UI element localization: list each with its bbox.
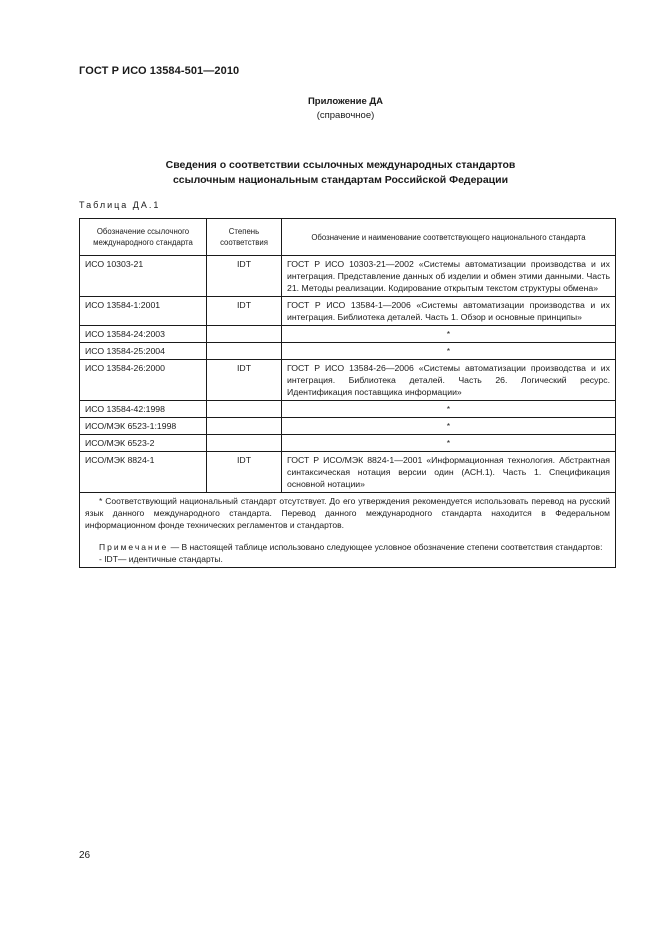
column-header-degree: Степень соответствия xyxy=(207,219,282,256)
table-footer-row xyxy=(80,493,616,568)
column-header-national: Обозначение и наименование соответствующего национального стандарта xyxy=(282,219,616,256)
cell-degree xyxy=(207,435,282,452)
cell-national: ГОСТ Р ИСО/МЭК 8824-1—2001 «Информационная технология. Абстрактная синтаксическая нотация версии один (АСН.1). Часть 1. Спецификация основной нотации» xyxy=(282,452,616,493)
cell-standard: ИСО/МЭК 6523-2 xyxy=(80,435,207,452)
cell-standard: ИСО/МЭК 6523-1:1998 xyxy=(80,418,207,435)
note-label: Примечание xyxy=(99,542,169,552)
cell-degree: IDT xyxy=(207,452,282,493)
table-row xyxy=(80,452,616,493)
cell-standard: ИСО 13584-24:2003 xyxy=(80,326,207,343)
standards-table xyxy=(79,218,616,568)
table-row xyxy=(80,435,616,452)
appendix-heading xyxy=(0,95,661,123)
table-label: Таблица ДА.1 xyxy=(79,200,161,210)
footnote-text: * Соответствующий национальный стандарт отсутствует. До его утверждения рекомендуется использовать перевод на русский язык данного международного стандарта. Перевод данного международного стандарта находится в Федеральном информационном фонде технических регламентов и стандартов. xyxy=(85,496,610,530)
cell-standard: ИСО 13584-42:1998 xyxy=(80,401,207,418)
table-row xyxy=(80,297,616,326)
note-paragraph xyxy=(85,541,610,553)
cell-standard: ИСО 13584-26:2000 xyxy=(80,360,207,401)
cell-national: * xyxy=(282,326,616,343)
note-item: - IDT— идентичные стандарты. xyxy=(99,554,223,564)
cell-national: * xyxy=(282,418,616,435)
table-row xyxy=(80,256,616,297)
cell-degree: IDT xyxy=(207,297,282,326)
table-row xyxy=(80,401,616,418)
cell-national: * xyxy=(282,435,616,452)
appendix-title: Приложение ДА xyxy=(307,96,384,107)
table-row xyxy=(80,360,616,401)
section-title-line-2: ссылочным национальным стандартам Российской Федерации xyxy=(172,174,509,186)
cell-degree xyxy=(207,326,282,343)
document-header-title: ГОСТ Р ИСО 13584-501—2010 xyxy=(79,65,240,77)
cell-standard: ИСО 13584-25:2004 xyxy=(80,343,207,360)
section-title xyxy=(0,158,661,188)
page-number: 26 xyxy=(79,850,91,861)
cell-national: ГОСТ Р ИСО 10303-21—2002 «Системы автоматизации производства и их интеграция. Представление данных об изделии и обмен этими данными. Часть 21. Методы реализации. Кодирование открытым текстом структуры обмена» xyxy=(282,256,616,297)
table-row xyxy=(80,343,616,360)
cell-national: * xyxy=(282,401,616,418)
note-text: — В настоящей таблице использовано следующее условное обозначение степени соответствия стандартов: xyxy=(170,542,603,552)
cell-national: ГОСТ Р ИСО 13584-1—2006 «Системы автоматизации производства и их интеграция. Библиотека деталей. Часть 1. Обзор и основные принципы» xyxy=(282,297,616,326)
table-row xyxy=(80,326,616,343)
table-row xyxy=(80,418,616,435)
cell-degree xyxy=(207,343,282,360)
table-footer xyxy=(80,493,616,568)
section-title-line-1: Сведения о соответствии ссылочных международных стандартов xyxy=(165,159,516,171)
cell-degree: IDT xyxy=(207,256,282,297)
cell-national: ГОСТ Р ИСО 13584-26—2006 «Системы автоматизации производства и их интеграция. Библиотека деталей. Часть 26. Логический ресурс. Идентификация поставщика информации» xyxy=(282,360,616,401)
cell-degree xyxy=(207,418,282,435)
table-header-row xyxy=(80,219,616,256)
cell-standard: ИСО 10303-21 xyxy=(80,256,207,297)
cell-standard: ИСО/МЭК 8824-1 xyxy=(80,452,207,493)
appendix-subtitle: (справочное) xyxy=(316,110,375,121)
cell-degree: IDT xyxy=(207,360,282,401)
cell-degree xyxy=(207,401,282,418)
cell-national: * xyxy=(282,343,616,360)
cell-standard: ИСО 13584-1:2001 xyxy=(80,297,207,326)
column-header-standard: Обозначение ссылочного международного стандарта xyxy=(80,219,207,256)
